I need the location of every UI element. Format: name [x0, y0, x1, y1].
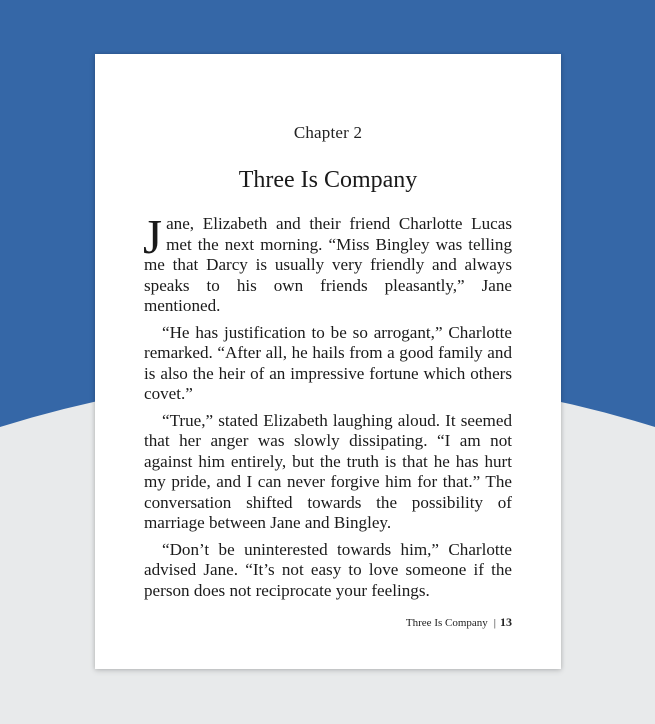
running-title: Three Is Company: [405, 617, 488, 629]
paragraph: “True,” stated Elizabeth laughing aloud. It seemed that her anger was slowly dissipating. “I am not against him entirely, but the truth is that he has hurt my pride, and I can never forgive him for that.” The conversation shifted towards the possibility of marriage between Jane and Bingley.: [144, 410, 512, 532]
chapter-title: Three Is Company: [238, 167, 418, 193]
page-footer: [406, 615, 512, 630]
book-page: [95, 54, 561, 669]
drop-cap: J: [143, 209, 163, 264]
body-text: [143, 209, 512, 607]
paragraph: “Don’t be uninterested towards him,” Charlotte advised Jane. “It’s not easy to love someone if the person does not reciprocate your feelings.: [144, 539, 512, 600]
paragraph: [143, 209, 512, 317]
paragraph-text: ane, Elizabeth and their friend Charlotte Lucas met the next morning. “Miss Bingley was telling me that Darcy is usually very friendly and always speaks to his own friends pleasantly,” Jane mentioned.: [144, 214, 512, 315]
page-number: 13: [500, 615, 512, 629]
footer-separator: |: [493, 617, 496, 629]
paragraph: “He has justification to be so arrogant,” Charlotte remarked. “After all, he hails from a good family and is also the heir of an impressive fortune which others covet.”: [144, 322, 512, 403]
chapter-label: Chapter 2: [293, 123, 363, 142]
